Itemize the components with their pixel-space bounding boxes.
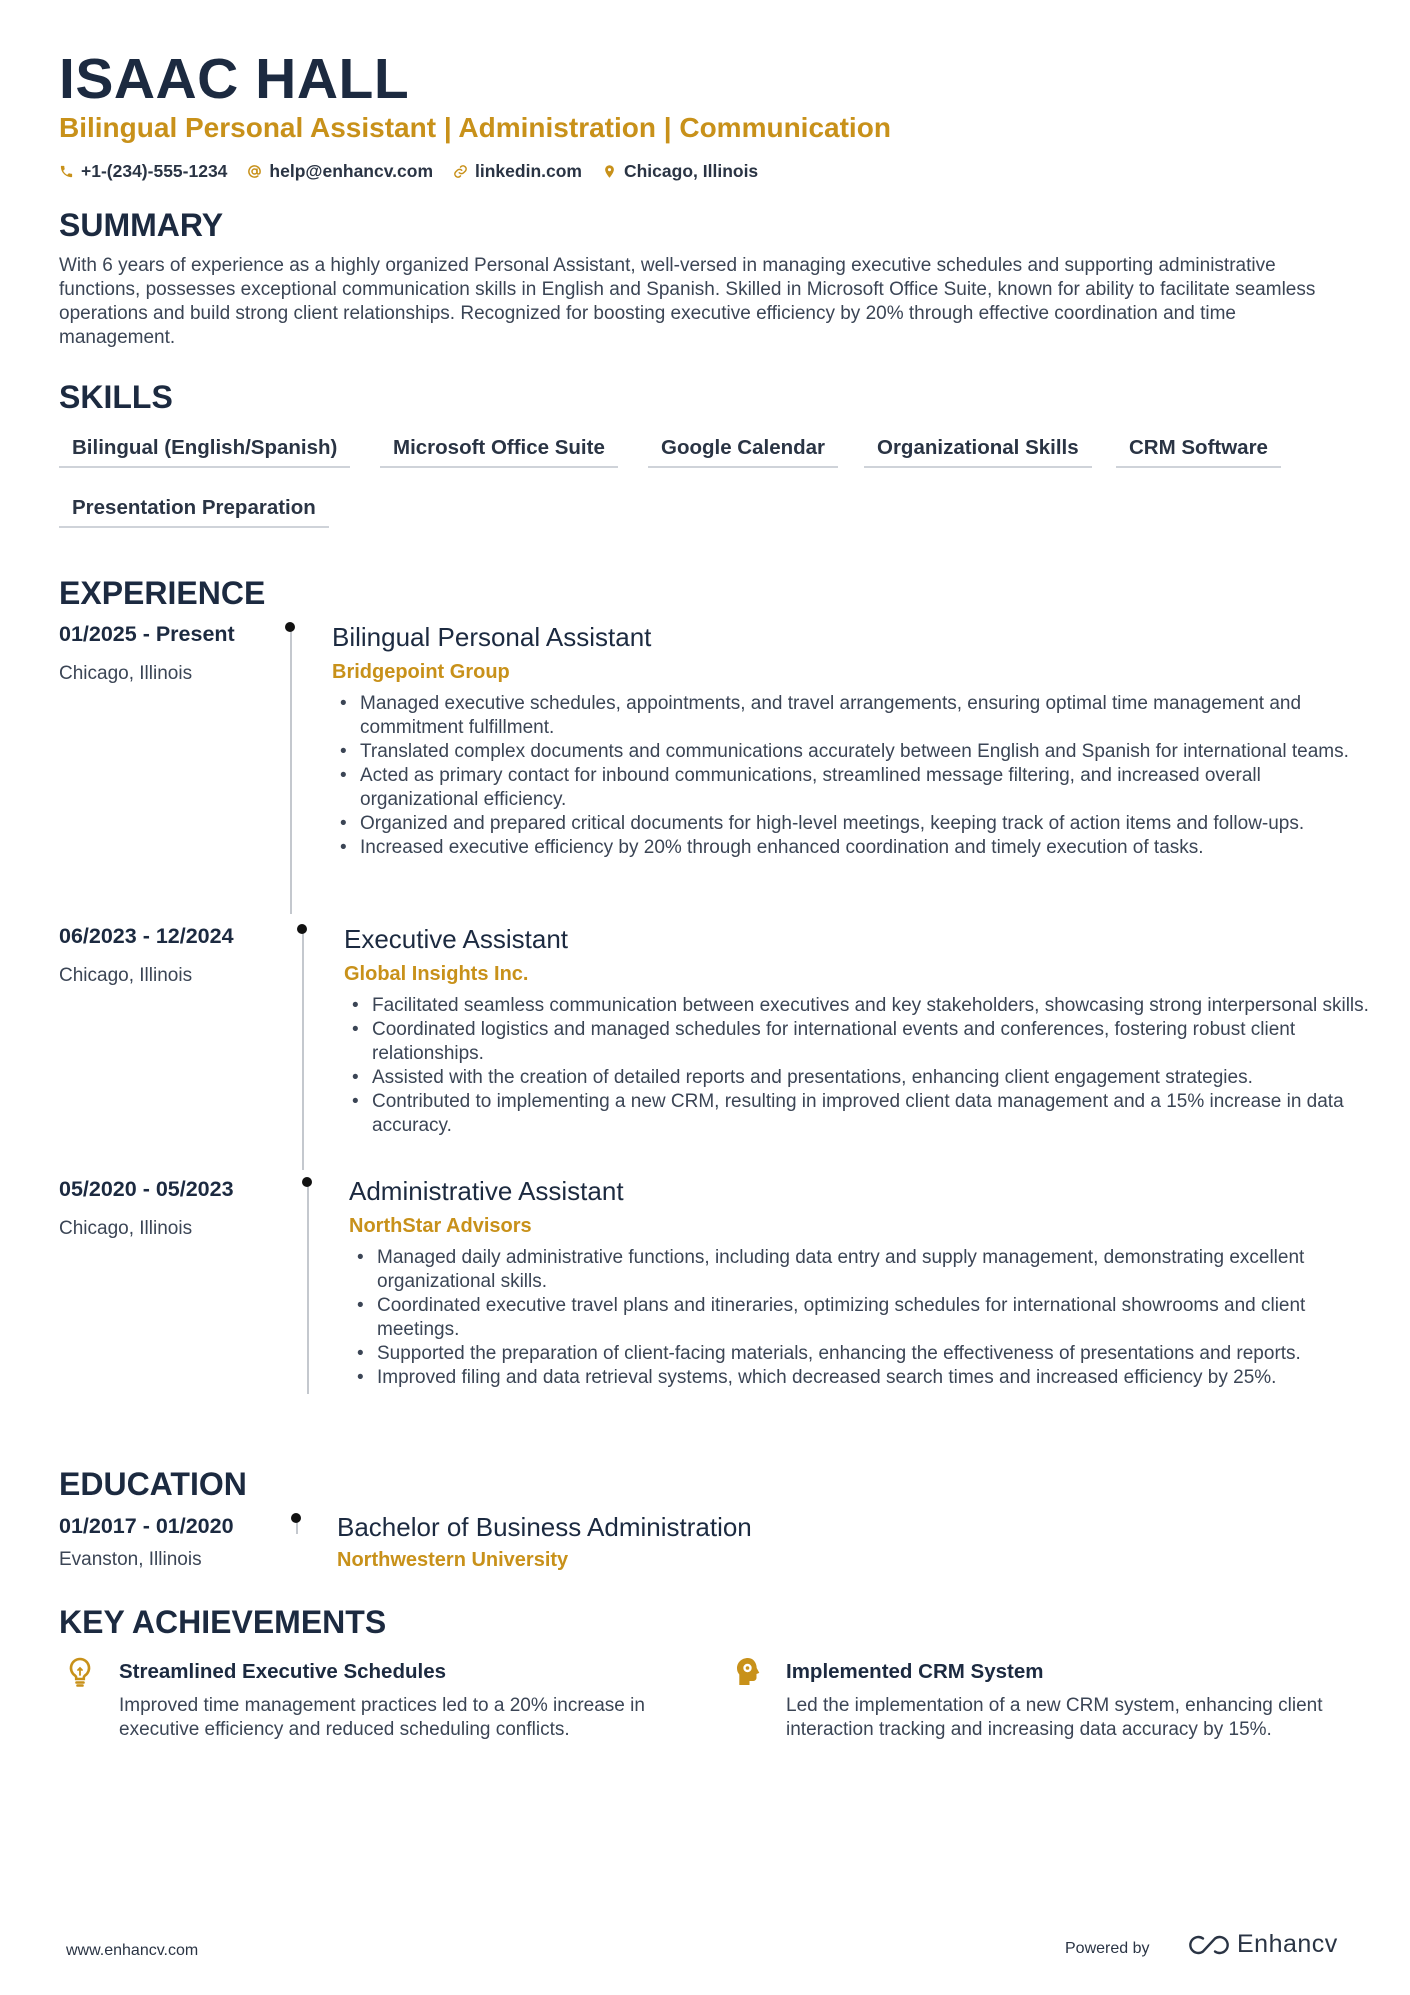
- lightbulb-icon: [66, 1656, 94, 1688]
- job-company: NorthStar Advisors: [349, 1215, 532, 1237]
- education-heading: EDUCATION: [59, 1466, 247, 1502]
- list-item: • Acted as primary contact for inbound communications, streamlined message filtering, and increased overall organizational efficiency.: [332, 764, 1372, 812]
- list-item: • Organized and prepared critical documents for high-level meetings, keeping track of action items and follow-ups.: [332, 812, 1372, 836]
- job-company: Bridgepoint Group: [332, 661, 510, 683]
- summary-heading: SUMMARY: [59, 207, 224, 243]
- job-title: Executive Assistant: [344, 924, 568, 954]
- job-bullets: [332, 692, 1372, 860]
- list-item: • Managed daily administrative functions, including data entry and supply management, demonstrating excellent organizational skills.: [349, 1246, 1359, 1294]
- education-dates: 01/2017 - 01/2020: [59, 1514, 234, 1538]
- brand-name: Enhancv: [1237, 1930, 1338, 1958]
- job-title: Bilingual Personal Assistant: [332, 622, 652, 652]
- job-bullets: [344, 994, 1369, 1138]
- job-location: Chicago, Illinois: [59, 1218, 193, 1239]
- list-item: • Coordinated executive travel plans and itineraries, optimizing schedules for international showrooms and client meetings.: [349, 1294, 1359, 1342]
- job-company: Global Insights Inc.: [344, 963, 529, 985]
- list-item: • Assisted with the creation of detailed reports and presentations, enhancing client engagement strategies.: [344, 1066, 1369, 1090]
- skill-tag: Bilingual (English/Spanish): [59, 428, 350, 468]
- achievement-text: Improved time management practices led to a 20% increase in executive efficiency and reduced scheduling conflicts.: [119, 1695, 645, 1740]
- contact-email[interactable]: [247, 161, 433, 182]
- head-gear-icon: [733, 1656, 765, 1688]
- skill-tag: Google Calendar: [648, 428, 838, 468]
- job-location: Chicago, Illinois: [59, 965, 193, 986]
- phone-icon: [59, 164, 74, 179]
- list-item: • Improved filing and data retrieval systems, which decreased search times and increased efficiency by 25%.: [349, 1366, 1359, 1390]
- summary-text: With 6 years of experience as a highly organized Personal Assistant, well-versed in managing executive schedules and supporting administrative functions, possesses exceptional communication skills in English and Spanish. Skilled in Microsoft Office Suite, known for ability to facilitate seamless operations and build strong client relationships. Recognized for boosting executive efficiency by 20% through effective coordination and time management.: [59, 255, 1316, 348]
- skills-heading: SKILLS: [59, 379, 173, 415]
- job-dates: 06/2023 - 12/2024: [59, 924, 234, 948]
- timeline-dot: [291, 1513, 301, 1523]
- education-school: Northwestern University: [337, 1549, 569, 1571]
- candidate-name: ISAAC HALL: [59, 47, 410, 111]
- education-degree: Bachelor of Business Administration: [337, 1512, 752, 1542]
- achievement-title: Streamlined Executive Schedules: [119, 1660, 446, 1683]
- timeline-line: [307, 1184, 309, 1394]
- job-dates: 01/2025 - Present: [59, 622, 235, 646]
- list-item: • Translated complex documents and communications accurately between English and Spanish for international teams.: [332, 740, 1372, 764]
- list-item: • Coordinated logistics and managed schedules for international events and conferences, fostering robust client relationships.: [344, 1018, 1369, 1066]
- contact-phone[interactable]: [59, 161, 227, 182]
- contact-linkedin[interactable]: [453, 161, 582, 182]
- list-item: • Supported the preparation of client-facing materials, enhancing the effectiveness of presentations and reports.: [349, 1342, 1359, 1366]
- link-icon: [453, 164, 468, 179]
- brand-logo[interactable]: [1185, 1930, 1338, 1959]
- experience-heading: EXPERIENCE: [59, 575, 266, 611]
- achievement-text: Led the implementation of a new CRM system, enhancing client interaction tracking and increasing data accuracy by 15%.: [786, 1695, 1323, 1740]
- achievement-title: Implemented CRM System: [786, 1660, 1044, 1683]
- achievements-heading: KEY ACHIEVEMENTS: [59, 1604, 387, 1640]
- skill-tag: CRM Software: [1116, 428, 1281, 468]
- timeline-dot: [302, 1177, 312, 1187]
- footer-url[interactable]: www.enhancv.com: [66, 1942, 199, 1959]
- timeline-dot: [285, 622, 295, 632]
- list-item: • Managed executive schedules, appointments, and travel arrangements, ensuring optimal time management and commitment fulfillment.: [332, 692, 1372, 740]
- location-pin-icon: [602, 164, 617, 179]
- powered-by-label: Powered by: [1065, 1940, 1150, 1957]
- list-item: • Increased executive efficiency by 20% through enhanced coordination and timely execution of tasks.: [332, 836, 1372, 860]
- timeline-line: [302, 932, 304, 1170]
- contact-phone-text: +1-(234)-555-1234: [81, 160, 228, 181]
- contact-bar: [59, 158, 778, 184]
- contact-linkedin-text: linkedin.com: [475, 160, 582, 181]
- contact-location-text: Chicago, Illinois: [623, 160, 759, 181]
- at-icon: [247, 164, 262, 179]
- skill-tag: Organizational Skills: [864, 428, 1092, 468]
- candidate-headline: Bilingual Personal Assistant | Administration | Communication: [59, 112, 891, 143]
- contact-email-text: help@enhancv.com: [269, 160, 434, 181]
- timeline-dot: [297, 924, 307, 934]
- contact-location: [602, 161, 758, 182]
- skill-tag: Microsoft Office Suite: [380, 428, 618, 468]
- list-item: • Contributed to implementing a new CRM, resulting in improved client data management and a 15% increase in data accuracy.: [344, 1090, 1369, 1138]
- education-location: Evanston, Illinois: [59, 1549, 202, 1570]
- job-title: Administrative Assistant: [349, 1176, 624, 1206]
- list-item: • Facilitated seamless communication between executives and key stakeholders, showcasing strong interpersonal skills.: [344, 994, 1369, 1018]
- job-location: Chicago, Illinois: [59, 663, 193, 684]
- timeline-line: [290, 628, 292, 914]
- skill-tag: Presentation Preparation: [59, 488, 329, 528]
- job-dates: 05/2020 - 05/2023: [59, 1177, 234, 1201]
- job-bullets: [349, 1246, 1359, 1390]
- enhancv-logo-icon: [1185, 1932, 1229, 1958]
